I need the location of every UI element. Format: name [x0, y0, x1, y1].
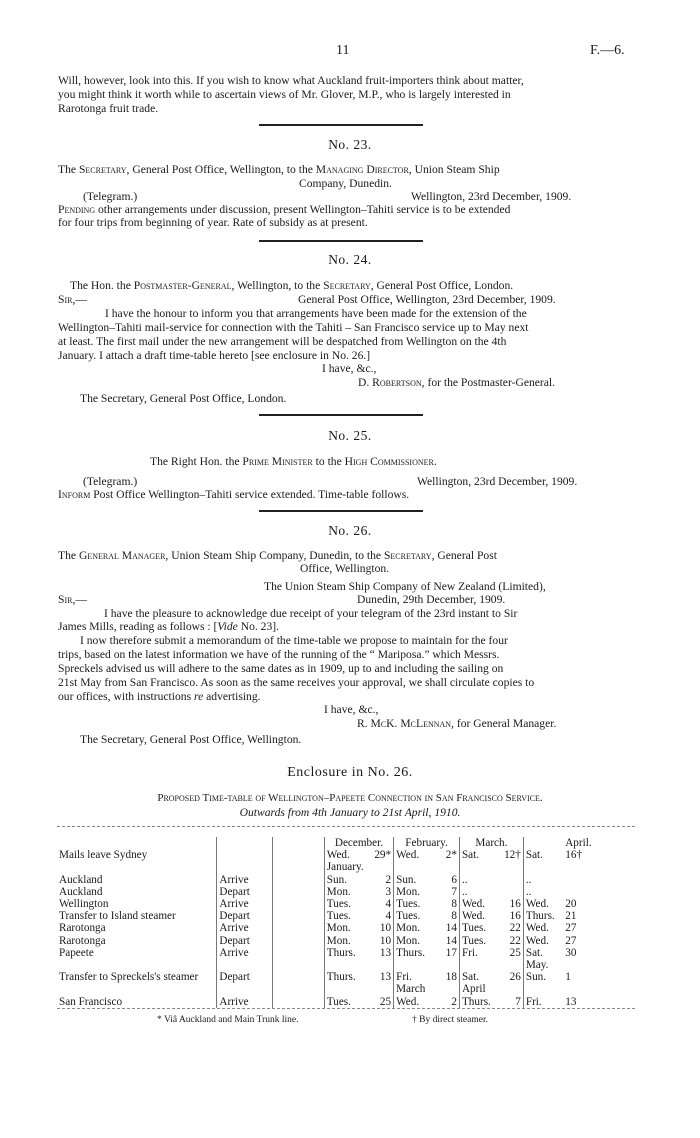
row-dec-date: 25 [379, 995, 392, 1008]
row-dec-day: Mon. [324, 935, 365, 947]
no26-p2-line1: I now therefore submit a memorandum of the time-table we propose to maintain for the four [80, 634, 508, 647]
no23-body-text: other arrangements under discussion, present Wellington–Tahiti service is to be extended [95, 203, 511, 216]
intro-line-2: you might think it worth while to ascertain views of Mr. Glover, M.P., who is largely interested in [58, 88, 511, 101]
row-dec-day: Mon. [324, 886, 365, 898]
enclosure-subtitle-2-text: Outwards from 4th January to 21st April, 1910. [239, 806, 461, 819]
row-mar-day: Fri. [459, 947, 497, 959]
no26-address-d: Secretary [383, 549, 432, 562]
row-action [217, 849, 273, 861]
row-dots [273, 935, 325, 947]
row-dec-date [366, 861, 394, 873]
no23-body-line2: for four trips from beginning of year. Rate of subsidy as at present. [58, 216, 368, 229]
row-dec-date: 2 [385, 873, 392, 886]
row-dec-day: Thurs. [324, 971, 365, 983]
no23-address-a: The [58, 163, 79, 176]
row-mar-date: 22 [509, 922, 521, 935]
row-dec-day [324, 983, 365, 995]
table-row [57, 861, 633, 873]
row-dec-date [366, 959, 394, 971]
row-feb-day: Mon. [394, 922, 434, 934]
row-dec-day: Wed. [324, 849, 365, 861]
page-number: 11 [336, 43, 350, 58]
row-dots [273, 947, 325, 959]
footnote-star: * Viâ Auckland and Main Trunk line. [157, 1015, 299, 1025]
row-mar-day: Tues. [459, 922, 497, 934]
row-apr-date [563, 983, 633, 995]
footnote-dagger: † By direct steamer. [412, 1015, 488, 1025]
header-april: April. [523, 837, 633, 849]
timetable-body [57, 837, 633, 1008]
no26-p1-line2c: No. 23]. [237, 620, 280, 633]
row-feb-date: 8 [451, 898, 457, 911]
row-mar-date [497, 874, 523, 886]
no24-body-line3: at least. The first mail under the new arrangement will be despatched from Wellington on the 4th [58, 335, 507, 348]
no23-address-line2: Company, Dunedin. [299, 177, 392, 190]
row-dec-date: 10 [379, 922, 392, 935]
row-apr-date: 27 [565, 922, 577, 935]
row-feb-day: Tues. [394, 898, 434, 910]
row-action [217, 959, 273, 971]
no24-heading: No. 24. [328, 252, 372, 267]
header-blank [57, 837, 217, 849]
table-row [57, 996, 633, 1008]
row-feb-day: Mon. [394, 886, 434, 898]
row-apr-day: .. [523, 874, 563, 886]
no24-address-c: , Wellington, to the [231, 279, 324, 292]
row-feb-date: 2* [445, 849, 457, 862]
row-feb-date: 17 [445, 946, 457, 959]
row-mar-date [497, 886, 523, 898]
row-apr-day: Sat. [523, 947, 563, 959]
row-mar-day [459, 959, 497, 971]
no26-address-b: General Manager [78, 549, 166, 562]
row-apr-day: .. [523, 886, 563, 898]
table-bottom-rule [57, 1008, 635, 1009]
table-row [57, 922, 633, 934]
table-row [57, 935, 633, 947]
row-action: Depart [217, 971, 273, 983]
row-place: Mails leave Sydney [59, 849, 148, 862]
row-action [217, 983, 273, 995]
row-apr-day: Wed. [523, 935, 563, 947]
row-feb-day: Wed. [394, 849, 434, 861]
no24-addressee: The Secretary, General Post Office, London. [80, 392, 287, 405]
row-dec-day: Tues. [324, 996, 365, 1008]
no23-body-line1 [58, 203, 510, 216]
row-dots [273, 861, 325, 873]
row-action: Depart [217, 886, 273, 898]
section-divider [259, 510, 423, 512]
no24-address [70, 279, 513, 292]
no26-place-date: Dunedin, 29th December, 1909. [357, 593, 506, 606]
row-dec-date: 13 [379, 971, 392, 984]
row-apr-date: 16† [565, 849, 583, 862]
row-mar-day: Wed. [459, 898, 497, 910]
row-place [57, 983, 217, 995]
no25-address-d: High Commissioner [344, 455, 434, 468]
row-apr-day [523, 861, 563, 873]
no24-place-date: General Post Office, Wellington, 23rd December, 1909. [298, 293, 556, 306]
no26-signature [357, 717, 556, 730]
no26-closing: I have, &c., [324, 703, 379, 716]
row-mar-day [459, 861, 497, 873]
row-apr-date [563, 861, 633, 873]
no26-signature-name: R. McK. McLennan [357, 717, 452, 730]
no25-address-b: Prime Minister [242, 455, 313, 468]
row-apr-day: May. [523, 959, 563, 971]
section-divider [259, 414, 423, 416]
no24-body-line2: Wellington–Tahiti mail-service for connection with the Tahiti – San Francisco service up to May next [58, 321, 529, 334]
row-apr-day: Wed. [523, 898, 563, 910]
row-dec-date: 4 [385, 910, 392, 923]
row-action: Arrive [217, 874, 273, 886]
no26-p2-line4: 21st May from San Francisco. As soon as the same receives your approval, we shall circulate copies to [58, 676, 535, 689]
no23-address-d: Managing Director [315, 163, 409, 176]
row-feb-day: Thurs. [394, 947, 434, 959]
table-row [57, 959, 633, 971]
row-mar-date: 16 [509, 898, 521, 911]
row-dec-day [324, 959, 365, 971]
no25-address-e: . [433, 455, 437, 468]
row-action: Depart [217, 910, 273, 922]
row-dots [273, 874, 325, 886]
row-place: San Francisco [59, 995, 123, 1008]
row-apr-date: 30 [565, 946, 577, 959]
row-dec-date: 29* [374, 849, 392, 862]
no23-address [58, 163, 500, 176]
no26-p2-last-c: advertising. [203, 690, 261, 703]
row-dots [273, 898, 325, 910]
row-feb-day: Fri. [394, 971, 434, 983]
no23-place-date: Wellington, 23rd December, 1909. [411, 190, 572, 203]
row-dots [273, 886, 325, 898]
row-mar-date: 12† [504, 849, 521, 862]
no25-address-c: to the [312, 455, 345, 468]
no26-p1-vide: Vide [217, 620, 238, 633]
no26-address [58, 549, 497, 562]
row-mar-date [497, 983, 523, 995]
row-feb-day: March [394, 983, 434, 995]
row-dec-date: 4 [385, 898, 392, 911]
section-divider [259, 240, 423, 242]
no23-address-e: , Union Steam Ship [408, 163, 500, 176]
row-place: Wellington [59, 898, 109, 911]
row-place: Rarotonga [59, 934, 106, 947]
row-action: Arrive [217, 947, 273, 959]
row-dec-date: 13 [379, 946, 392, 959]
row-mar-day: Wed. [459, 910, 497, 922]
row-apr-day: Sat. [523, 849, 563, 861]
row-dots [273, 959, 325, 971]
no26-addressee: The Secretary, General Post Office, Wellington. [80, 733, 302, 746]
no26-p1-line2 [58, 620, 279, 633]
table-row [57, 898, 633, 910]
no26-signature-rest: , for General Manager. [451, 717, 557, 730]
no25-address [150, 455, 437, 468]
no25-telegram: (Telegram.) [83, 475, 138, 488]
row-dec-day: Sun. [324, 874, 365, 886]
row-feb-day: Sun. [394, 874, 434, 886]
no25-heading: No. 25. [328, 428, 372, 443]
no26-p2-line3: Spreckels advised us will adhere to the same dates as in 1909, up to and including the sailing on [58, 662, 504, 675]
row-apr-day: Sun. [523, 971, 563, 983]
row-place: Auckland [59, 873, 103, 886]
row-mar-day: Sat. [459, 849, 497, 861]
row-mar-date: 22 [509, 934, 521, 947]
row-place: Rarotonga [59, 922, 106, 935]
row-mar-date [497, 959, 523, 971]
no26-p1-line2a: James Mills, reading as follows : [ [58, 620, 218, 633]
header-february: February. [394, 837, 460, 849]
row-apr-date [563, 959, 633, 971]
no23-address-c: , General Post Office, Wellington, to the [126, 163, 316, 176]
no24-signature-rest: , for the Postmaster-General. [421, 376, 556, 389]
no26-p1-line1: I have the pleasure to acknowledge due receipt of your telegram of the 23rd instant to Sir [104, 607, 518, 620]
no26-address-e: , General Post [431, 549, 497, 562]
table-top-rule [57, 826, 635, 827]
no25-body-line1 [58, 488, 409, 501]
table-row [57, 849, 633, 861]
no23-heading: No. 23. [328, 137, 372, 152]
row-apr-day: Thurs. [523, 910, 563, 922]
no24-salutation: Sir,— [58, 293, 87, 306]
row-apr-date: 20 [565, 898, 577, 911]
row-feb-date: 6 [451, 873, 457, 886]
row-feb-day: Tues. [394, 910, 434, 922]
row-apr-day: Fri. [523, 996, 563, 1008]
no26-company: The Union Steam Ship Company of New Zealand (Limited), [264, 580, 546, 593]
no26-address-line2: Office, Wellington. [300, 562, 390, 575]
row-dots [273, 971, 325, 983]
timetable [57, 837, 633, 1008]
row-dots [273, 996, 325, 1008]
row-feb-date: 7 [451, 885, 457, 898]
table-row [57, 910, 633, 922]
table-row [57, 886, 633, 898]
row-apr-day [523, 983, 563, 995]
no23-telegram: (Telegram.) [83, 190, 138, 203]
table-row [57, 983, 633, 995]
row-action: Arrive [217, 898, 273, 910]
no26-p2-re: re [194, 690, 204, 703]
no24-closing: I have, &c., [322, 362, 377, 375]
row-mar-date: 16 [509, 910, 521, 923]
no26-p2-last-a: our offices, with instructions [58, 690, 194, 703]
row-place: Papeete [59, 946, 94, 959]
row-mar-day: .. [459, 874, 497, 886]
no26-address-c: , Union Steam Ship Company, Dunedin, to the [165, 549, 384, 562]
row-dots [273, 922, 325, 934]
row-feb-day [394, 861, 434, 873]
row-mar-date [497, 861, 523, 873]
row-mar-day: Sat. [459, 971, 497, 983]
enclosure-title: Enclosure in No. 26. [287, 765, 413, 780]
no24-address-e: , General Post Office, London. [370, 279, 514, 292]
table-row [57, 874, 633, 886]
no25-place-date: Wellington, 23rd December, 1909. [417, 475, 578, 488]
header-blank [217, 837, 273, 849]
section-divider [259, 124, 423, 126]
no24-body-line4: January. I attach a draft time-table hereto [see enclosure in No. 26.] [58, 349, 371, 362]
row-place: Auckland [59, 885, 103, 898]
row-apr-date: 1 [565, 971, 571, 984]
row-dots [273, 983, 325, 995]
no26-heading: No. 26. [328, 523, 372, 538]
intro-line-1: Will, however, look into this. If you wish to know what Auckland fruit-importers think about matter, [58, 74, 524, 87]
row-place: Transfer to Spreckels's steamer [59, 971, 199, 984]
row-mar-day: Thurs. [459, 996, 497, 1008]
row-feb-day: Wed. [394, 996, 434, 1008]
row-feb-day: Mon. [394, 935, 434, 947]
no24-address-a: The Hon. the [70, 279, 134, 292]
table-header-row [57, 837, 633, 849]
row-apr-day: Wed. [523, 922, 563, 934]
row-dec-day: January. [324, 861, 365, 873]
row-place: Transfer to Island steamer [59, 910, 176, 923]
table-row [57, 947, 633, 959]
header-march: March. [459, 837, 523, 849]
row-apr-date: 13 [565, 995, 577, 1008]
row-apr-date [563, 874, 633, 886]
header-blank [273, 837, 325, 849]
row-feb-day [394, 959, 434, 971]
row-mar-date: 25 [509, 946, 521, 959]
row-dec-day: Tues. [324, 910, 365, 922]
row-dec-day: Thurs. [324, 947, 365, 959]
row-action: Arrive [217, 922, 273, 934]
no26-address-a: The [58, 549, 79, 562]
row-place [57, 861, 217, 873]
row-feb-date [434, 983, 460, 995]
row-action [217, 861, 273, 873]
no26-p2-line5 [58, 690, 261, 703]
report-code: F.—6. [590, 43, 625, 58]
no26-p2-line2: trips, based on the latest information we have of the running of the “ Mariposa.” which Messrs. [58, 648, 500, 661]
no24-address-b: Postmaster-General [133, 279, 232, 292]
no25-body-first: Inform [58, 488, 91, 501]
row-apr-date: 21 [565, 910, 577, 923]
row-action: Depart [217, 935, 273, 947]
intro-line-3: Rarotonga fruit trade. [58, 102, 159, 115]
row-feb-date [434, 861, 460, 873]
row-mar-day: April [459, 983, 497, 995]
row-feb-date: 18 [445, 971, 457, 984]
row-action: Arrive [217, 996, 273, 1008]
table-row [57, 971, 633, 983]
no26-salutation: Sir,— [58, 593, 87, 606]
row-feb-date: 8 [451, 910, 457, 923]
row-dec-date [366, 983, 394, 995]
row-apr-date [563, 886, 633, 898]
no25-body-text: Post Office Wellington–Tahiti service extended. Time-table follows. [90, 488, 410, 501]
enclosure-subtitle-2 [0, 806, 700, 819]
row-dec-day: Mon. [324, 922, 365, 934]
row-feb-date: 2 [451, 995, 457, 1008]
row-dec-day: Tues. [324, 898, 365, 910]
enclosure-subtitle: Proposed Time-table of Wellington–Papeete Connection in San Francisco Service. [157, 792, 543, 804]
row-feb-date: 14 [445, 934, 457, 947]
row-mar-date: 7 [515, 995, 521, 1008]
no25-address-a: The Right Hon. the [150, 455, 243, 468]
row-feb-date [434, 959, 460, 971]
no24-body-line1: I have the honour to inform you that arrangements have been made for the extension of the [105, 307, 527, 320]
no23-address-b: Secretary [78, 163, 127, 176]
row-dec-date: 10 [379, 934, 392, 947]
row-apr-date: 27 [565, 934, 577, 947]
row-dec-date: 3 [385, 885, 392, 898]
header-december: December. [324, 837, 393, 849]
row-mar-day: Tues. [459, 935, 497, 947]
row-dots [273, 910, 325, 922]
no24-signature [358, 376, 555, 389]
no24-address-d: Secretary [323, 279, 371, 292]
no24-signature-name: D. Robertson [358, 376, 422, 389]
row-mar-date: 26 [509, 971, 521, 984]
row-dots [273, 849, 325, 861]
row-feb-date: 14 [445, 922, 457, 935]
no23-body-first: Pending [58, 203, 96, 216]
row-mar-day: .. [459, 886, 497, 898]
row-place [57, 959, 217, 971]
